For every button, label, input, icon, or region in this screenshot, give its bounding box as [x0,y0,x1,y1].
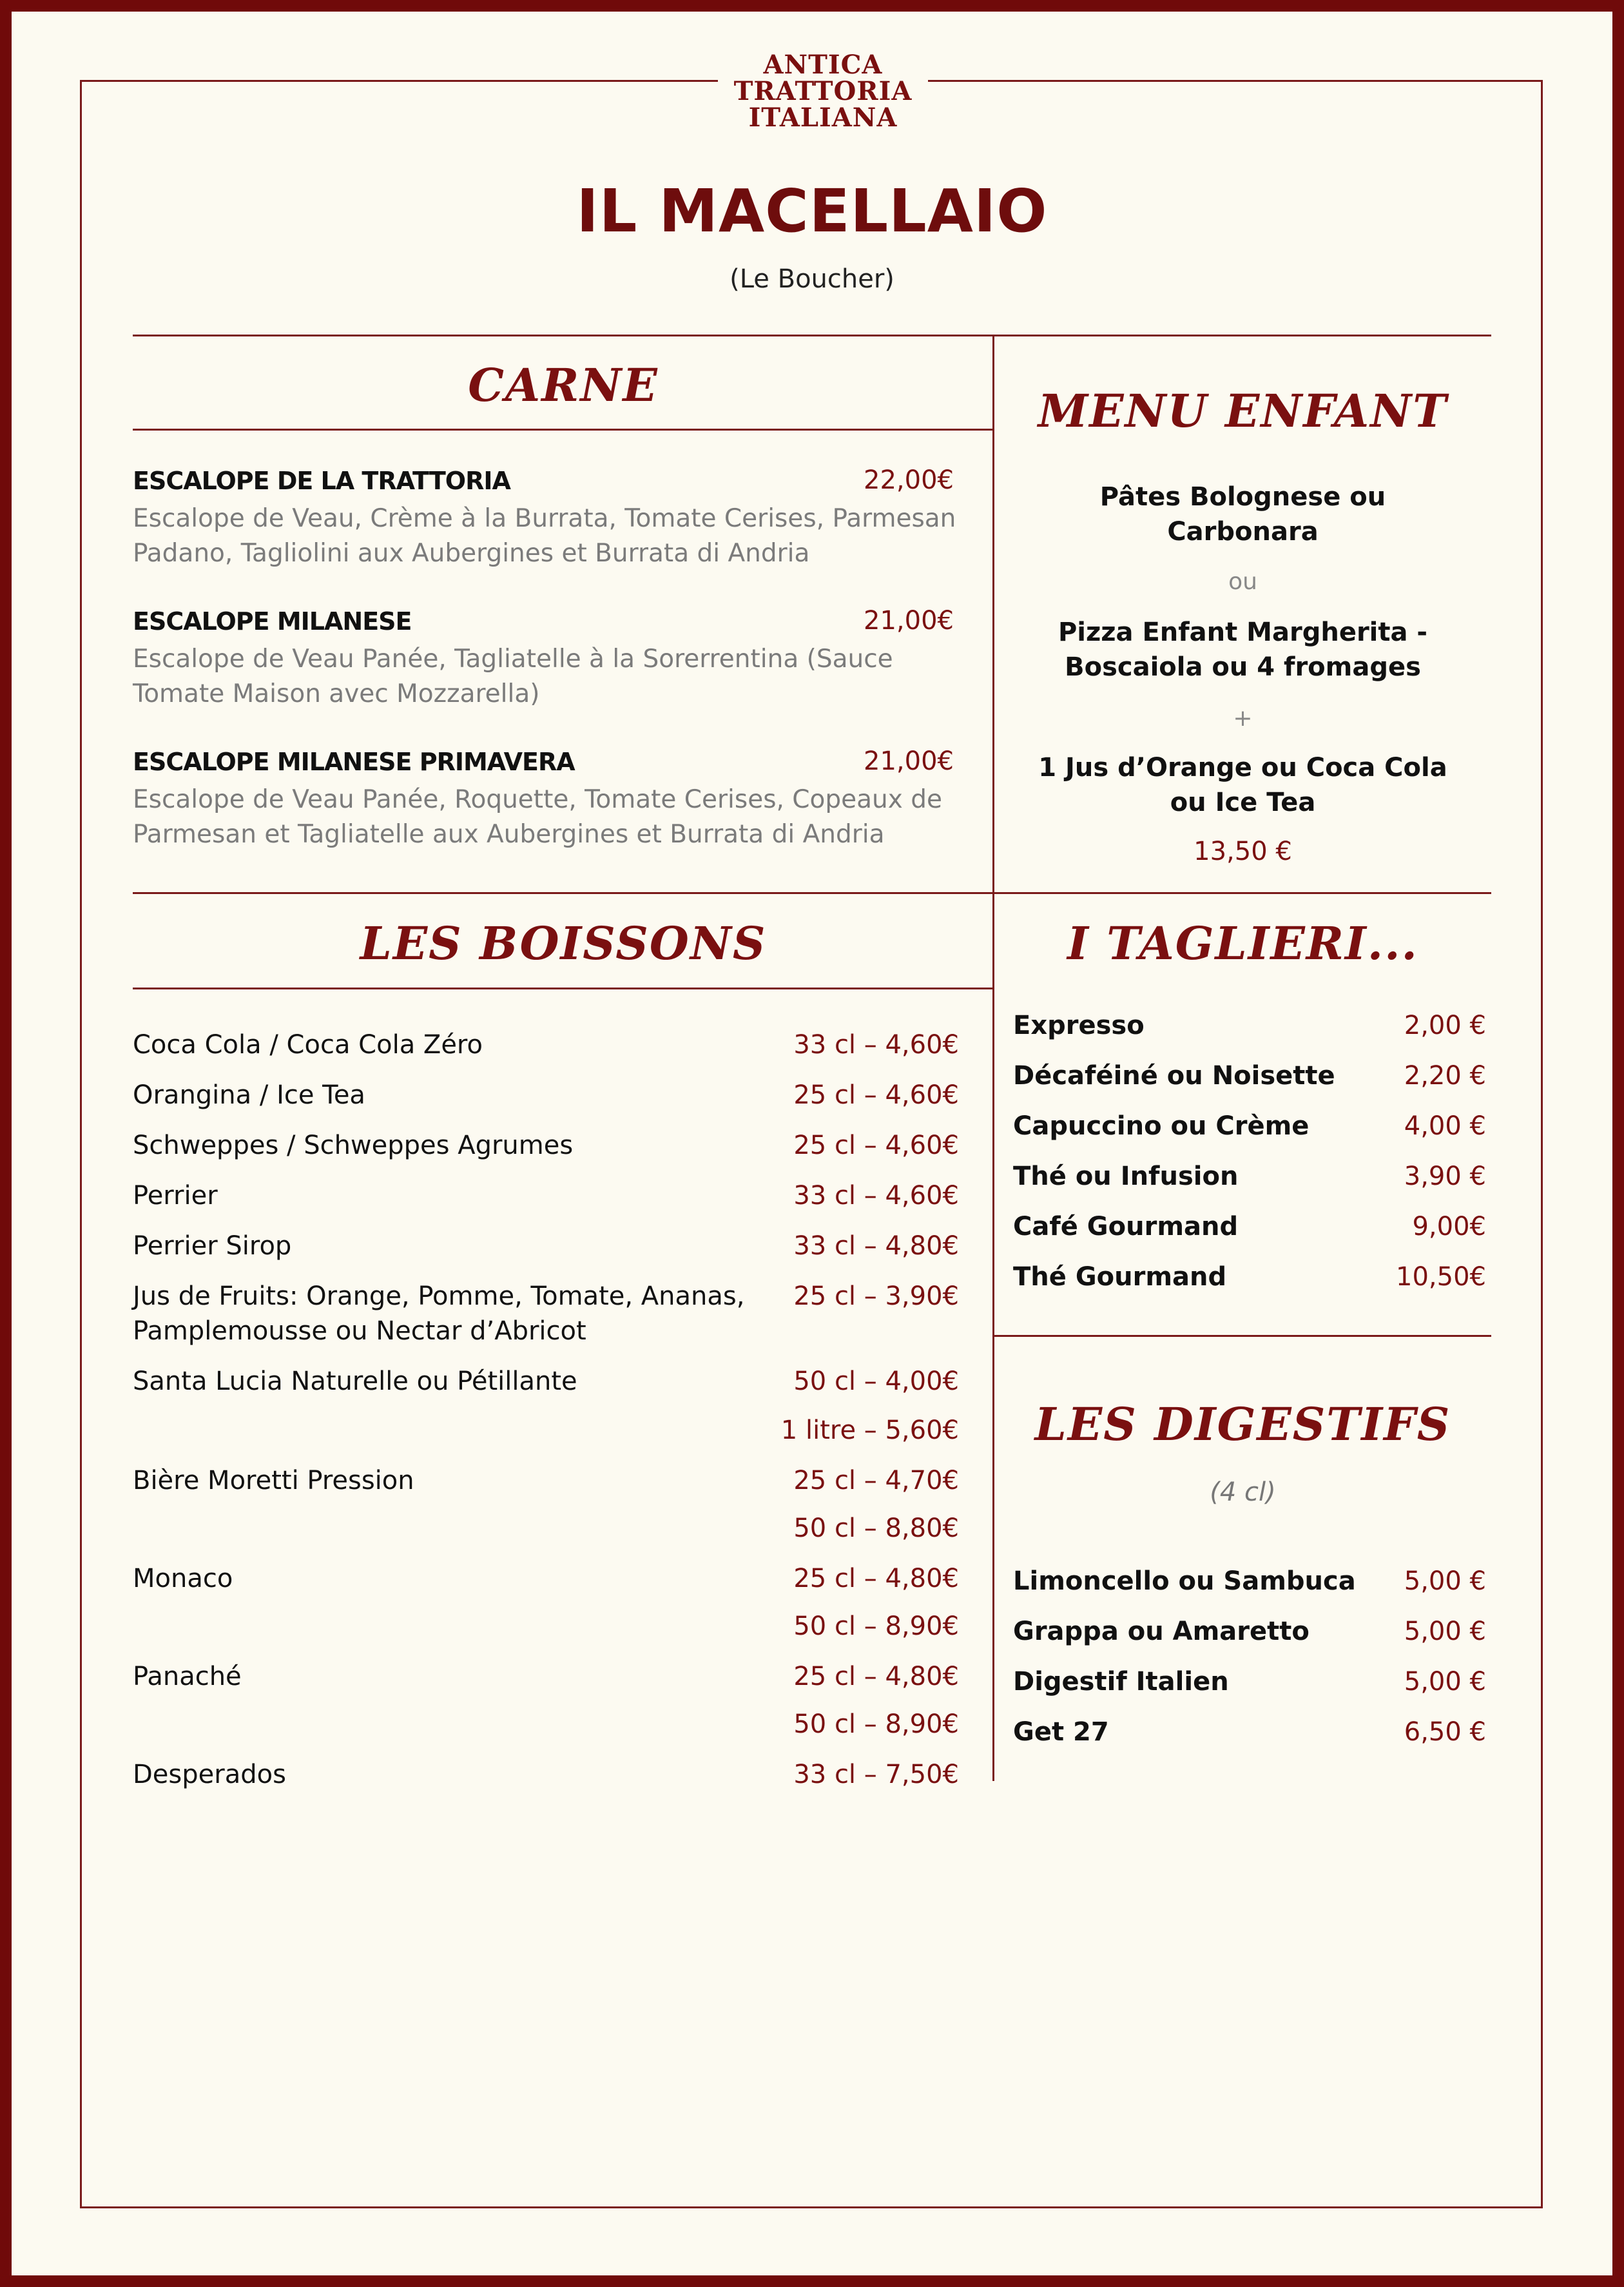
taglieri-item-name: Décaféiné ou Noisette [1013,1061,1335,1091]
kids-option-1: Pâtes Bolognese ou [1099,482,1386,512]
digestif-item-price: 5,00 € [1404,1566,1486,1596]
drink-price: 33 cl – 4,60€ [793,1030,959,1060]
drink-price: 50 cl – 8,80€ [793,1513,959,1543]
middle-divider [133,892,1491,894]
drink-price: 25 cl – 4,80€ [793,1564,959,1593]
menu-page [12,12,1612,2275]
drink-price: 50 cl – 8,90€ [793,1709,959,1739]
drink-name: Schweppes / Schweppes Agrumes [133,1131,574,1160]
dish-name: ESCALOPE DE LA TRATTORIA [133,467,510,495]
digestif-item-name: Get 27 [1013,1717,1109,1747]
taglieri-item-name: Thé Gourmand [1013,1262,1227,1292]
drink-price: 33 cl – 4,60€ [793,1181,959,1211]
drink-price: 50 cl – 4,00€ [793,1367,959,1396]
page-title: IL MACELLAIO [576,177,1048,246]
drink-name: Perrier Sirop [133,1231,292,1261]
taglieri-item-price: 2,00 € [1404,1011,1486,1040]
dish-price: 21,00€ [864,746,954,776]
menu-enfant-title: MENU ENFANT [1038,384,1448,438]
digestif-item-name: Digestif Italien [1013,1667,1229,1697]
drink-name: Jus de Fruits: Orange, Pomme, Tomate, Ananas, [133,1281,745,1311]
taglieri-title: I TAGLIERI... [1067,917,1418,970]
dish-description: Escalope de Veau Panée, Tagliatelle à la Sorerrentina (Sauce [133,645,893,674]
taglieri-item-price: 2,20 € [1404,1061,1486,1091]
dish-description: Escalope de Veau Panée, Roquette, Tomate Cerises, Copeaux de [133,785,942,814]
kids-or-separator: ou [1228,569,1257,595]
boissons-title: LES BOISSONS [360,917,767,970]
digestif-item-price: 5,00 € [1404,1667,1486,1697]
logo-line: ITALIANA [748,102,898,133]
dish-description: Tomate Maison avec Mozzarella) [133,679,540,708]
digestif-item-price: 6,50 € [1404,1717,1486,1747]
digestif-item-name: Grappa ou Amaretto [1013,1617,1310,1646]
drink-name: Bière Moretti Pression [133,1466,414,1495]
kids-option-2: Boscaiola ou 4 fromages [1065,652,1421,682]
logo-line: TRATTORIA [733,76,913,106]
right-divider [992,1335,1491,1337]
drink-price: 25 cl – 4,70€ [793,1466,959,1495]
dish-description: Padano, Tagliolini aux Aubergines et Burrata di Andria [133,539,810,568]
boissons-title-divider [133,988,994,989]
digestif-item-price: 5,00 € [1404,1617,1486,1646]
digestifs-subtitle: (4 cl) [1210,1477,1276,1507]
drink-price: 25 cl – 4,80€ [793,1662,959,1691]
carne-title-divider [133,429,994,431]
dish-price: 22,00€ [864,465,954,495]
logo-line: ANTICA [763,50,883,80]
drink-price: 33 cl – 7,50€ [793,1760,959,1789]
drink-name: Pamplemousse ou Nectar d’Abricot [133,1316,586,1346]
column-divider [992,335,994,1781]
dish-price: 21,00€ [864,606,954,636]
drink-name: Desperados [133,1760,286,1789]
drink-name: Perrier [133,1181,218,1211]
drink-name: Monaco [133,1564,233,1593]
taglieri-item-name: Thé ou Infusion [1013,1162,1239,1191]
drink-name: Orangina / Ice Tea [133,1080,365,1110]
taglieri-item-price: 3,90 € [1404,1162,1486,1191]
dish-name: ESCALOPE MILANESE PRIMAVERA [133,748,575,776]
kids-plus-separator: + [1233,705,1253,732]
drink-price: 33 cl – 4,80€ [793,1231,959,1261]
dish-description: Escalope de Veau, Crème à la Burrata, Tomate Cerises, Parmesan [133,504,956,533]
kids-drink: 1 Jus d’Orange ou Coca Cola [1038,753,1447,783]
drink-price: 25 cl – 4,60€ [793,1131,959,1160]
drink-name: Coca Cola / Coca Cola Zéro [133,1030,483,1060]
dish-name: ESCALOPE MILANESE [133,607,412,636]
digestif-item-name: Limoncello ou Sambuca [1013,1566,1356,1596]
taglieri-item-price: 9,00€ [1412,1212,1486,1241]
dish-description: Parmesan et Tagliatelle aux Aubergines et Burrata di Andria [133,820,885,849]
digestifs-title: LES DIGESTIFS [1034,1397,1451,1451]
kids-option-2: Pizza Enfant Margherita - [1058,618,1428,647]
drink-price: 25 cl – 3,90€ [793,1281,959,1311]
restaurant-logo [718,37,928,134]
drink-name: Panaché [133,1662,242,1691]
taglieri-item-name: Expresso [1013,1011,1145,1040]
taglieri-item-price: 10,50€ [1396,1262,1486,1292]
drink-name: Santa Lucia Naturelle ou Pétillante [133,1367,577,1396]
taglieri-item-name: Capuccino ou Crème [1013,1111,1310,1141]
drink-price: 50 cl – 8,90€ [793,1611,959,1641]
drink-price: 1 litre – 5,60€ [780,1416,959,1445]
top-divider [133,335,1491,336]
taglieri-item-name: Café Gourmand [1013,1212,1239,1241]
drink-price: 25 cl – 4,60€ [793,1080,959,1110]
taglieri-item-price: 4,00 € [1404,1111,1486,1141]
kids-menu-price: 13,50 € [1194,837,1292,866]
kids-drink: ou Ice Tea [1170,788,1316,817]
page-subtitle: (Le Boucher) [730,264,894,294]
carne-title: CARNE [468,358,659,412]
kids-option-1: Carbonara [1167,517,1319,547]
